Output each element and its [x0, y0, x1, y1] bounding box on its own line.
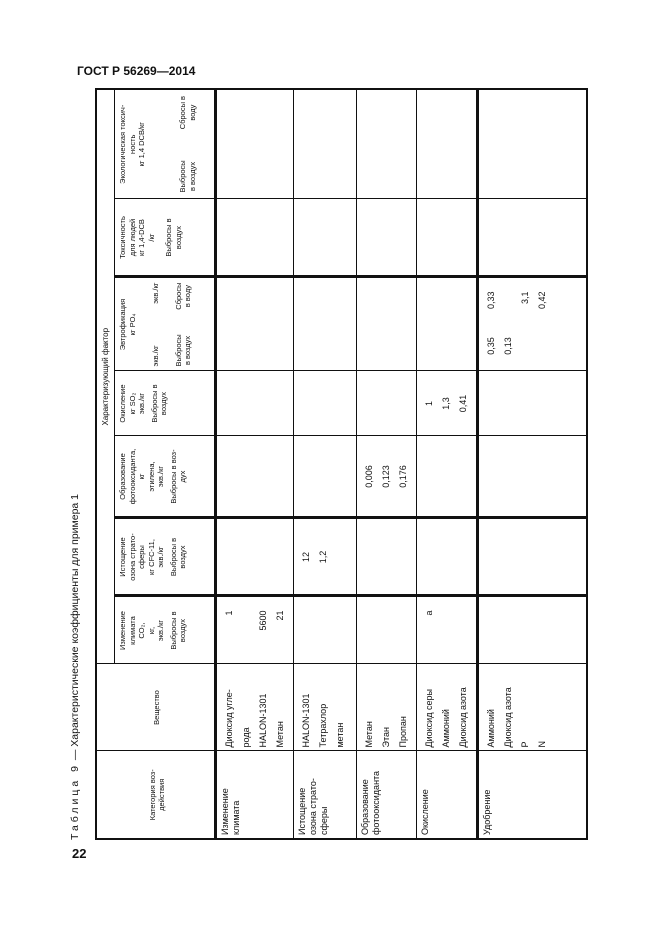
human-tox-cell [294, 199, 357, 277]
header-climate [115, 596, 216, 664]
cell-line: 0,123 [381, 465, 391, 488]
photo-cell [357, 436, 417, 518]
eutro-split [483, 282, 551, 368]
table-row [216, 89, 294, 839]
header-acid [115, 371, 216, 436]
acid-cell [216, 371, 294, 436]
cell-line: 1,2 [318, 550, 328, 564]
cell-line: Диоксид азота [503, 687, 513, 748]
substance-cell [417, 664, 478, 751]
category-cell: Удобрение [478, 751, 587, 839]
cell-line: 0,42 [537, 291, 547, 310]
eutro-unit-air: экв./кг [150, 345, 160, 367]
coefficients-table [95, 88, 588, 840]
header-acid-sub: Выбросы в воздух [149, 384, 168, 423]
rotated-table-block [65, 90, 565, 840]
document-header: ГОСТ Р 56269—2014 [77, 64, 196, 78]
cell-line: 0,35 [486, 337, 496, 355]
cell-line: Аммоний [441, 709, 451, 748]
cell-line: Диоксид серы [424, 689, 434, 748]
header-photo-sub: Выбросы в воз- дух [168, 449, 187, 504]
cell-line [238, 601, 255, 661]
header-human-title: Токсичность для людей кг 1,4-DCB /кг [118, 216, 156, 259]
category-cell: Изменение климата [216, 751, 294, 839]
cell-line: Метан [364, 721, 374, 748]
cell-line: Диоксид угле- [224, 689, 234, 748]
acid-cell [478, 371, 587, 436]
eutro-unit-water: экв./кг [150, 282, 160, 304]
eutro-sub-water: Сбросы в воду [173, 282, 192, 310]
header-acid-title: Окисление кг SO₂ экв./кг [118, 384, 146, 423]
cell-line [517, 325, 534, 368]
cell-line: 0,13 [503, 337, 513, 355]
eutro-cell [216, 277, 294, 371]
eutro-cell [478, 277, 587, 371]
eutro-sub-air: Выбросы в воздух [173, 334, 192, 367]
cell-line: 1,3 [441, 397, 451, 410]
cell-line: 5600 [258, 610, 268, 631]
cell-line: N [537, 741, 547, 748]
header-characterizing-factor: Характеризующий фактор [96, 89, 115, 664]
eutro-water-values [483, 282, 551, 325]
eutro-cell [357, 277, 417, 371]
cell-line: Тетрахлор [318, 703, 328, 748]
substance-cell [216, 664, 294, 751]
cell-line: P [520, 741, 530, 748]
climate-cell [417, 596, 478, 664]
photo-cell [216, 436, 294, 518]
climate-cell [216, 596, 294, 664]
substance-cell [478, 664, 587, 751]
cell-line [534, 325, 551, 368]
photo-cell [294, 436, 357, 518]
header-eutro-title: Эвтрофикация кг PO₄ [118, 298, 137, 351]
header-eco [115, 89, 216, 199]
eco-tox-cell [417, 89, 478, 199]
category-cell: Истощение озона страто- сферы [294, 751, 357, 839]
cell-line: HALON-1301 [301, 693, 311, 748]
cell-line: метан [335, 722, 345, 748]
table-row [357, 89, 417, 839]
cell-line: 0,176 [398, 465, 408, 488]
acid-cell [357, 371, 417, 436]
cell-line: 1 [424, 401, 434, 407]
header-eco-title: Экологическая токсич- ность кг 1,4 DCB/кг [118, 104, 146, 184]
acid-cell [294, 371, 357, 436]
header-eutro [115, 277, 216, 371]
cell-line: 0,33 [486, 291, 496, 310]
header-climate-sub: Выбросы в воздух [168, 611, 187, 650]
header-ozone [115, 518, 216, 596]
cell-line: HALON-1301 [258, 693, 268, 748]
ozone-cell [478, 518, 587, 596]
eco-tox-cell [216, 89, 294, 199]
table-row [478, 89, 587, 839]
cell-line: 1 [224, 610, 234, 616]
header-climate-title: Изменение климата CO₂, кг, экв./кг [118, 611, 165, 650]
human-tox-cell [478, 199, 587, 277]
cell-line: 12 [301, 552, 311, 563]
cell-line: Пропан [398, 716, 408, 748]
cell-line: рода [241, 727, 251, 748]
eco-tox-cell [478, 89, 587, 199]
header-human-sub: Выбросы в воздух [164, 218, 183, 257]
cell-line: Аммоний [486, 709, 496, 748]
header-category: Категория воз- действия [96, 751, 216, 839]
category-cell: Окисление [417, 751, 478, 839]
eco-sub-water: Сбросы в воду [178, 95, 197, 130]
substance-cell [357, 664, 417, 751]
human-tox-cell [216, 199, 294, 277]
table-title [69, 494, 81, 840]
eutro-cell [417, 277, 478, 371]
cell-line: 3,1 [520, 291, 530, 305]
table-row [294, 89, 357, 839]
substance-cell [294, 664, 357, 751]
acid-cell [417, 371, 478, 436]
page-number: 22 [72, 846, 87, 861]
header-ozone-title: Истощение озона страто- сферы кг CFC-11, экв./кг [118, 533, 165, 581]
climate-cell [357, 596, 417, 664]
ozone-cell [357, 518, 417, 596]
eco-sub-air: Выбросы в воздух [178, 160, 197, 193]
human-tox-cell [357, 199, 417, 277]
table-caption: — Характеристические коэффициенты для примера 1 [69, 493, 81, 764]
cell-line [500, 282, 517, 325]
cell-line: Этан [381, 727, 391, 748]
photo-cell [478, 436, 587, 518]
cell-line: a [424, 610, 434, 616]
header-photo [115, 436, 216, 518]
eco-tox-cell [357, 89, 417, 199]
climate-cell [478, 596, 587, 664]
header-substance: Вещество [96, 664, 216, 751]
eco-tox-cell [294, 89, 357, 199]
ozone-cell [294, 518, 357, 596]
cell-line: 0,41 [458, 394, 468, 413]
photo-cell [417, 436, 478, 518]
table-body [216, 89, 587, 839]
climate-cell [294, 596, 357, 664]
cell-line: 21 [275, 610, 285, 621]
ozone-cell [216, 518, 294, 596]
table-number: Таблица 9 [69, 763, 81, 840]
header-human [115, 199, 216, 277]
eutro-cell [294, 277, 357, 371]
header-ozone-sub: Выбросы в воздух [168, 537, 187, 577]
cell-line: 0,006 [364, 465, 374, 488]
category-cell: Образование фотооксиданта [357, 751, 417, 839]
cell-line: Диоксид азота [458, 687, 468, 748]
eutro-air-values [483, 325, 551, 368]
table-row [417, 89, 478, 839]
header-photo-title: Образование фотооксиданта, кг этилена, экв./кг [118, 448, 165, 505]
cell-line: Метан [275, 721, 285, 748]
human-tox-cell [417, 199, 478, 277]
ozone-cell [417, 518, 478, 596]
